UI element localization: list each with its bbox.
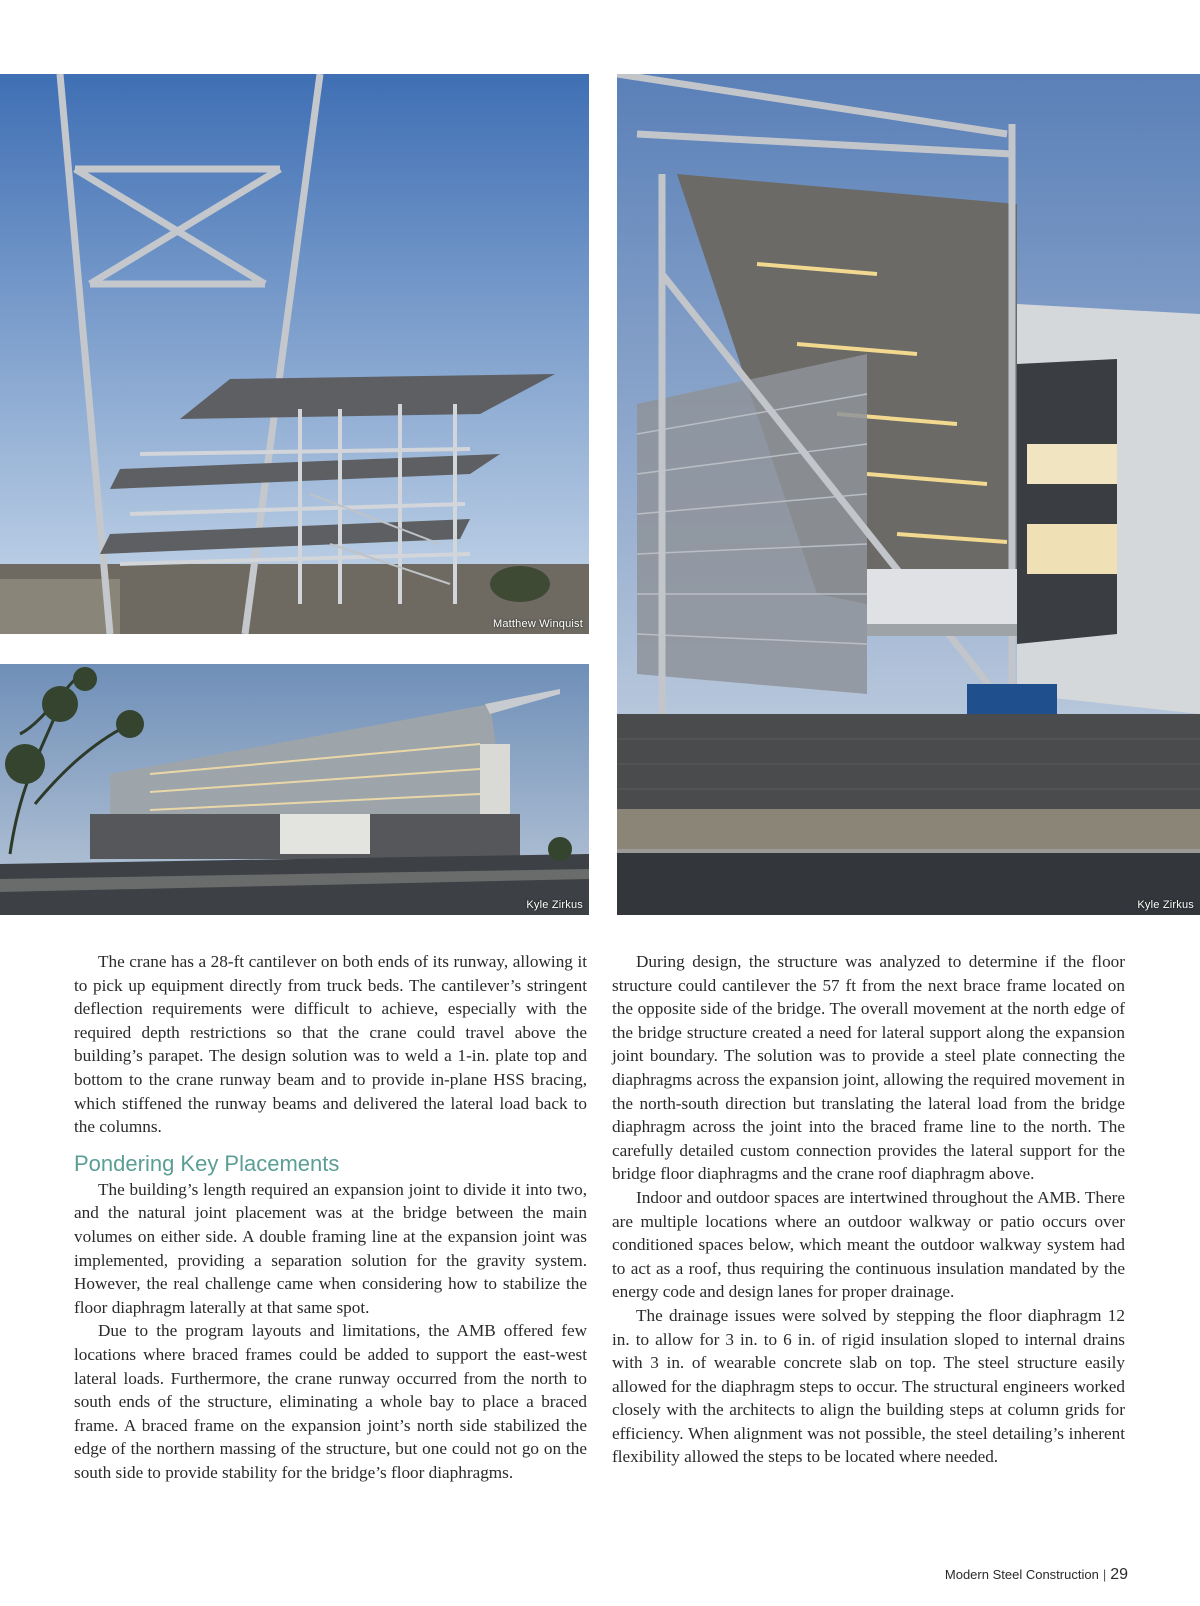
photo-steel-frame-construction bbox=[0, 74, 589, 634]
photo-building-exterior bbox=[0, 664, 589, 915]
body-paragraph: During design, the structure was analyzed to determine if the floor structure could cantilever the 57 ft from the next brace frame located on the opposite side of the bridge. The overall movement at the north edge of the bridge structure created a need for lateral support along the expansion joint boundary. The solution was to provide a steel plate connecting the diaphragms across the expansion joint, allowing the required movement in the north-south direction but translating the lateral load from the bridge diaphragm across the joint into the braced frame line to the north. The carefully detailed custom connection provides the lateral support for the bridge floor diaphragms and the crane roof diaphragm above. bbox=[612, 952, 1125, 1184]
photo-cantilevered-walkway bbox=[617, 74, 1200, 915]
body-paragraph: The building’s length required an expansion joint to divide it into two, and the natural joint placement was at the bridge between the main volumes on either side. A double framing line at the expansion joint was implemented, providing a separation solution for the gravity system. However, the real challenge came when considering how to stabilize the floor diaphragm laterally at that same spot. bbox=[74, 1179, 587, 1317]
body-paragraph: The drainage issues were solved by stepping the floor diaphragm 12 in. to allow for 3 in. to 6 in. of rigid insulation sloped to internal drains with 3 in. of wearable concrete slab on top. The steel structure easily allowed for the diaphragm steps to occur. The structural engineers worked closely with the architects to align the building steps at column grids for efficiency. When alignment was not possible, the steel detailing’s inherent flexibility allowed the steps to be located where needed. bbox=[612, 1305, 1125, 1467]
publication-name: Modern Steel Construction bbox=[944, 1567, 1099, 1582]
body-paragraph: The crane has a 28-ft cantilever on both ends of its runway, allowing it to pick up equipment directly from truck beds. The cantilever’s stringent deflection requirements were difficult to achieve, especially with the required depth restrictions so that the crane could travel above the building’s parapet. The design solution was to weld a 1-in. plate top and bottom to the crane runway beam and to provide in-plane HSS bracing, which stiffened the runway beams and delivered the lateral load back to the columns. bbox=[74, 952, 587, 1137]
section-heading: Pondering Key Placements bbox=[74, 1150, 340, 1176]
article-column-right bbox=[612, 950, 1125, 1469]
body-paragraph: Due to the program layouts and limitations, the AMB offered few locations where braced frames could be added to support the east-west lateral loads. Furthermore, the crane runway occurred from the north to south ends of the structure, eliminating a whole bay to place a braced frame. A braced frame on the expansion joint’s north side stabilized the edge of the northern massing of the structure, but one could not go on the south side to provide stability for the bridge’s floor diaphragms. bbox=[74, 1321, 587, 1482]
page-footer bbox=[945, 1566, 1128, 1584]
photo-credit: Kyle Zirkus bbox=[526, 899, 583, 911]
footer-separator: | bbox=[1102, 1567, 1107, 1582]
photo-credit: Kyle Zirkus bbox=[1137, 899, 1194, 911]
article-column-left bbox=[74, 950, 587, 1484]
page-number: 29 bbox=[1110, 1566, 1128, 1583]
body-paragraph: Indoor and outdoor spaces are intertwined throughout the AMB. There are multiple locations where an outdoor walkway or patio occurs over conditioned spaces below, which meant the outdoor walkway system had to act as a roof, thus requiring the continuous insulation mandated by the energy code and design lanes for proper drainage. bbox=[612, 1187, 1125, 1302]
photo-credit: Matthew Winquist bbox=[492, 618, 583, 630]
